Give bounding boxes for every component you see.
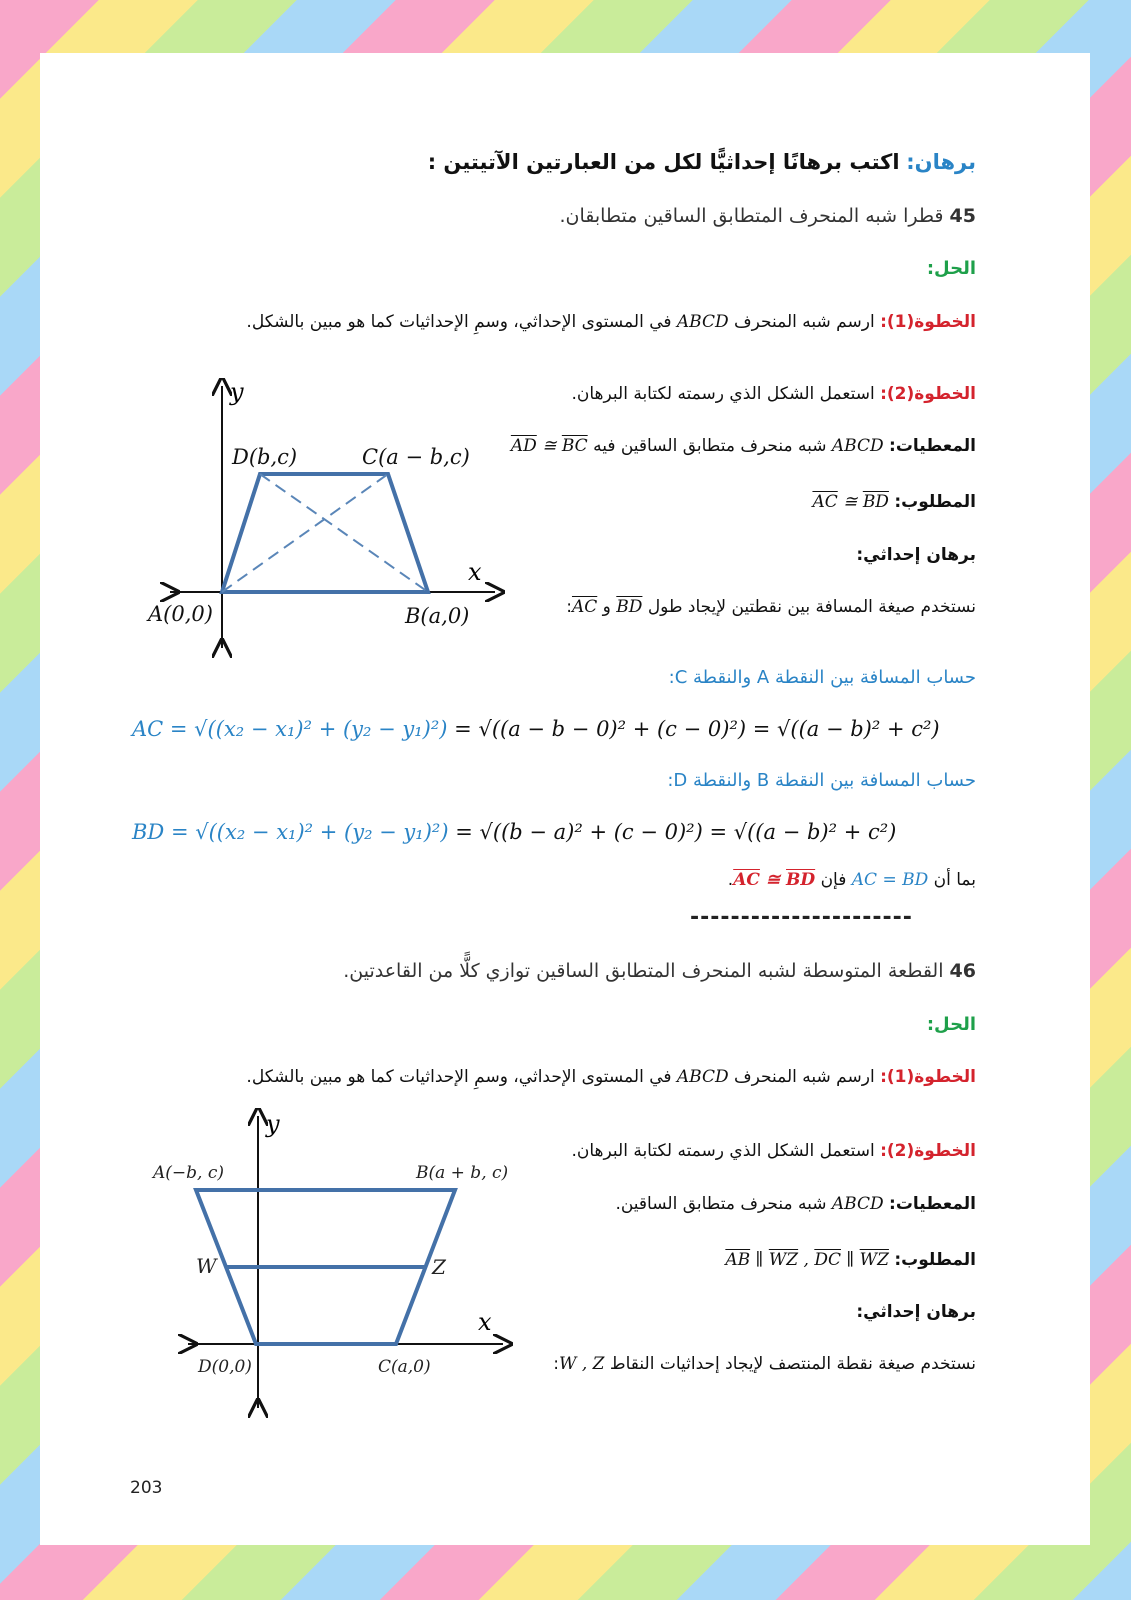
- proof-text-45: [566, 597, 976, 617]
- trapezoid-abcd: [222, 474, 428, 592]
- congruent-symbol: ≅: [542, 436, 557, 456]
- parallel-symbol: ∥: [755, 1250, 764, 1270]
- problem-46-statement-line: [343, 960, 976, 982]
- problem-45-statement: قطرا شبه المنحرف المتطابق الساقين متطابقان.: [559, 205, 944, 227]
- step1-text-a: ارسم شبه المنحرف: [734, 1067, 875, 1087]
- period: .: [727, 870, 734, 890]
- diagonal-bd: [260, 474, 428, 592]
- segment-wz: $\overline{WZ}$: [859, 1250, 889, 1270]
- step1-text-b: في المستوى الإحداثي، وسمِ الإحداثيات كما هو مبين بالشكل.: [246, 1067, 672, 1087]
- prove-46: [725, 1250, 976, 1270]
- concl-then: فإن: [820, 870, 847, 890]
- segment-bc: $\overline{BC}$: [561, 436, 588, 456]
- label-a: A(−b, c): [153, 1163, 224, 1183]
- given-text: شبه منحرف متطابق الساقين.: [615, 1194, 827, 1214]
- segment-ac: $\overline{AC}$: [812, 492, 838, 512]
- congruent-symbol: ≅: [843, 492, 858, 512]
- prove-parallels: [725, 1250, 889, 1270]
- dist-bd-heading: حساب المسافة بين النقطة B والنقطة D:: [667, 770, 976, 791]
- label-a: A(0,0): [148, 602, 213, 626]
- proof-text-46: [553, 1354, 976, 1374]
- header-label: برهان:: [906, 150, 976, 174]
- figure-trapezoid-46: [148, 1108, 518, 1418]
- dist-ac-heading: حساب المسافة بين النقطة A والنقطة C:: [668, 667, 976, 688]
- step1-label: الخطوة(1):: [880, 312, 976, 332]
- parallel-symbol: ∥: [846, 1250, 855, 1270]
- header-instruction: اكتب برهانًا إحداثيًّا لكل من العبارتين الآتيتين :: [427, 150, 900, 174]
- step1-math: ABCD: [676, 1067, 729, 1087]
- given-45: [511, 436, 976, 456]
- label-c: C(a,0): [378, 1357, 431, 1377]
- concl-since: بما أن: [933, 870, 976, 890]
- problem-46-statement: القطعة المتوسطة لشبه المنحرف المتطابق الساقين توازي كلًّا من القاعدتين.: [343, 960, 944, 982]
- proof-text: نستخدم صيغة نقطة المنتصف لإيجاد إحداثيات النقاط: [609, 1354, 976, 1374]
- proof-points: W , Z: [559, 1354, 605, 1374]
- step2-46: [571, 1141, 976, 1161]
- label-b: B(a,0): [405, 604, 470, 628]
- prove-congruence: [812, 492, 888, 512]
- proof-text: نستخدم صيغة المسافة بين نقطتين لإيجاد طول: [647, 597, 976, 617]
- given-math: ABCD: [831, 436, 884, 456]
- axis-x-label: x: [478, 1308, 492, 1336]
- prove-label: المطلوب:: [894, 492, 976, 512]
- given-math: ABCD: [831, 1194, 884, 1214]
- step1-text-a: ارسم شبه المنحرف: [734, 312, 875, 332]
- step1-math: ABCD: [676, 312, 729, 332]
- and-word: و: [602, 597, 611, 617]
- dist-bd-rhs: = √((b − a)² + (c − 0)²) = √((a − b)² + c²): [455, 820, 897, 844]
- prove-label: المطلوب:: [894, 1250, 976, 1270]
- segment-bd: $\overline{BD}$: [616, 597, 643, 617]
- congruent-symbol: ≅: [765, 870, 781, 890]
- dist-bd-lhs: BD = √((x₂ − x₁)² + (y₂ − y₁)²): [132, 820, 449, 844]
- axis-x-label: x: [468, 558, 482, 586]
- segment-wz: $\overline{WZ}$: [768, 1250, 799, 1270]
- step1-46: [246, 1067, 976, 1087]
- segment-ac: $\overline{AC}$: [571, 597, 598, 617]
- dist-ac-rhs: = √((a − b − 0)² + (c − 0)²) = √((a − b)² + c²): [454, 717, 940, 741]
- concl-congruence: [733, 870, 815, 890]
- step2-label: الخطوة(2):: [880, 384, 976, 404]
- problem-46-number: 46: [949, 960, 976, 982]
- segment-ac: $\overline{AC}$: [733, 870, 760, 890]
- section-header: [428, 150, 976, 174]
- solution-label-45: الحل:: [926, 258, 976, 279]
- step2-text: استعمل الشكل الذي رسمته لكتابة البرهان.: [571, 1141, 875, 1161]
- label-d: D(b,c): [232, 445, 298, 469]
- label-d: D(0,0): [198, 1357, 252, 1377]
- segment-ab: $\overline{AB}$: [725, 1250, 751, 1270]
- step1-label: الخطوة(1):: [880, 1067, 976, 1087]
- dist-ac-lhs: AC = √((x₂ − x₁)² + (y₂ − y₁)²): [132, 717, 448, 741]
- problem-45-number: 45: [949, 205, 976, 227]
- given-46: [615, 1194, 976, 1214]
- step2-text: استعمل الشكل الذي رسمته لكتابة البرهان.: [571, 384, 875, 404]
- diagonal-ac: [222, 474, 388, 592]
- label-c: C(a − b,c): [362, 445, 470, 469]
- colon: :: [566, 597, 572, 617]
- figure-trapezoid-45: [140, 378, 510, 668]
- step1-45: [246, 312, 976, 332]
- given-congruence: [511, 436, 588, 456]
- given-label: المعطيات:: [889, 1194, 976, 1214]
- proof-label-46: برهان إحداثي:: [856, 1302, 976, 1322]
- dist-bd-formula: [132, 820, 896, 844]
- proof-label-45: برهان إحداثي:: [856, 545, 976, 565]
- colon: :: [553, 1354, 559, 1374]
- prove-45: [812, 492, 976, 512]
- dist-ac-formula: [132, 717, 940, 741]
- axis-y-label: y: [266, 1110, 280, 1138]
- section-separator: ----------------------: [690, 905, 913, 930]
- label-z: Z: [432, 1255, 446, 1279]
- step2-label: الخطوة(2):: [880, 1141, 976, 1161]
- given-label: المعطيات:: [889, 436, 976, 456]
- segment-bd: $\overline{BD}$: [786, 870, 816, 890]
- problem-45-statement-line: [559, 205, 976, 227]
- concl-equation: AC = BD: [851, 870, 929, 890]
- segment-ad: $\overline{AD}$: [510, 436, 537, 456]
- axis-y-label: y: [230, 378, 244, 406]
- given-text: شبه منحرف متطابق الساقين فيه: [593, 436, 827, 456]
- page-number: 203: [130, 1478, 163, 1498]
- segment-dc: $\overline{DC}$: [814, 1250, 841, 1270]
- conclusion-45: [728, 870, 976, 890]
- solution-label-46: الحل:: [926, 1014, 976, 1035]
- label-b: B(a + b, c): [416, 1163, 509, 1183]
- label-w: W: [196, 1254, 217, 1278]
- comma: ,: [803, 1250, 809, 1270]
- step2-45: [571, 384, 976, 404]
- segment-bd: $\overline{BD}$: [862, 492, 889, 512]
- step1-text-b: في المستوى الإحداثي، وسمِ الإحداثيات كما هو مبين بالشكل.: [246, 312, 672, 332]
